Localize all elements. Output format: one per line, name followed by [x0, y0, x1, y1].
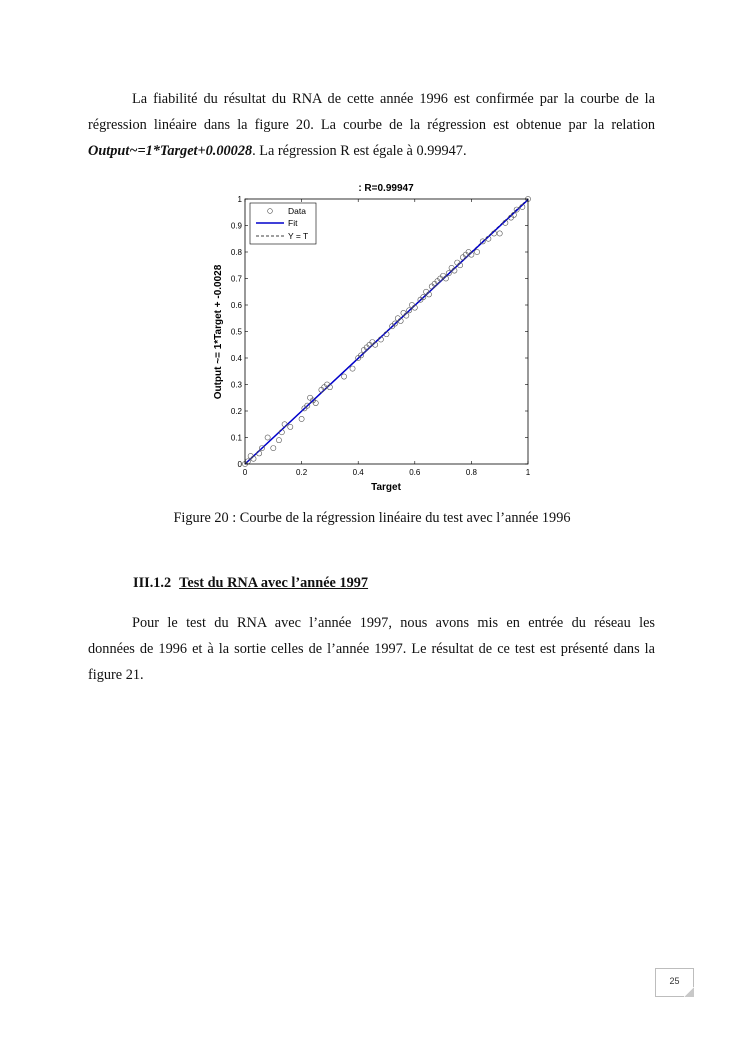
- x-tick-label: 0.2: [296, 468, 308, 477]
- paragraph1-line3-rest: . La régression R est égale à 0.99947.: [252, 143, 467, 159]
- paragraph1-line1: La fiabilité du résultat du RNA de cette année 1996 est confirmée par la courbe de la: [132, 91, 655, 107]
- data-point: [276, 438, 281, 443]
- y-tick-label: 0.8: [230, 248, 242, 257]
- y-tick-label: 0.4: [230, 354, 242, 363]
- paragraph2-line3: figure 21.: [88, 667, 144, 683]
- page-number: 25: [669, 976, 680, 986]
- regression-chart: [205, 176, 545, 496]
- legend: [250, 203, 316, 244]
- section-title: Test du RNA avec l’année 1997: [179, 575, 369, 591]
- paragraph-test-1997: [88, 610, 655, 688]
- x-tick-label: 0.6: [409, 468, 421, 477]
- figure-caption: Figure 20 : Courbe de la régression linéaire du test avec l’année 1996: [173, 510, 571, 526]
- data-point: [271, 446, 276, 451]
- y-tick-label: 0.7: [230, 274, 242, 284]
- y-tick-label: 0.1: [230, 433, 242, 443]
- paragraph1-line3: [88, 138, 655, 164]
- page-number-box: [655, 968, 694, 997]
- y-axis-label: Output ~= 1*Target + -0.0028: [213, 264, 224, 400]
- legend-entry-identity: Y = T: [288, 231, 309, 241]
- x-axis-label: Target: [371, 482, 401, 493]
- legend-entry-data: Data: [288, 206, 306, 216]
- page-corner-fold-icon: [684, 987, 694, 997]
- paragraph-regression-reliability: [88, 86, 655, 164]
- x-tick-label: 1: [525, 468, 531, 477]
- data-point: [299, 416, 304, 421]
- y-tick-label: 0.3: [230, 380, 242, 390]
- regression-figure: [205, 176, 545, 496]
- y-tick-label: 0.2: [230, 407, 242, 416]
- y-tick-label: 0: [237, 460, 242, 469]
- data-point: [265, 435, 270, 440]
- y-tick-label: 0.6: [230, 301, 242, 310]
- paragraph1-line2: régression linéaire dans la figure 20. La courbe de la régression est obtenue par la relation: [88, 117, 655, 133]
- section-heading: [133, 575, 368, 592]
- chart-title: : R=0.99947: [358, 183, 414, 194]
- data-point: [350, 366, 355, 371]
- y-tick-label: 0.9: [230, 221, 242, 231]
- paragraph2-line1: Pour le test du RNA avec l’année 1997, nous avons mis en entrée du réseau les: [132, 615, 655, 631]
- x-tick-label: 0.8: [465, 468, 477, 477]
- legend-entry-fit: Fit: [288, 218, 298, 228]
- regression-formula: Output~=1*Target+0.00028: [88, 143, 253, 159]
- data-point: [341, 374, 346, 379]
- y-tick-label: 0.5: [230, 327, 242, 337]
- y-tick-label: 1: [237, 195, 242, 204]
- data-point: [497, 231, 502, 236]
- data-point: [288, 424, 293, 429]
- data-point: [474, 249, 479, 254]
- x-tick-label: 0.4: [352, 468, 364, 477]
- paragraph2-line2: données de 1996 et à la sortie celles de l’année 1997. Le résultat de ce test est présenté dans la: [88, 641, 655, 657]
- section-number: III.1.2: [133, 575, 172, 591]
- x-tick-label: 0: [242, 468, 248, 477]
